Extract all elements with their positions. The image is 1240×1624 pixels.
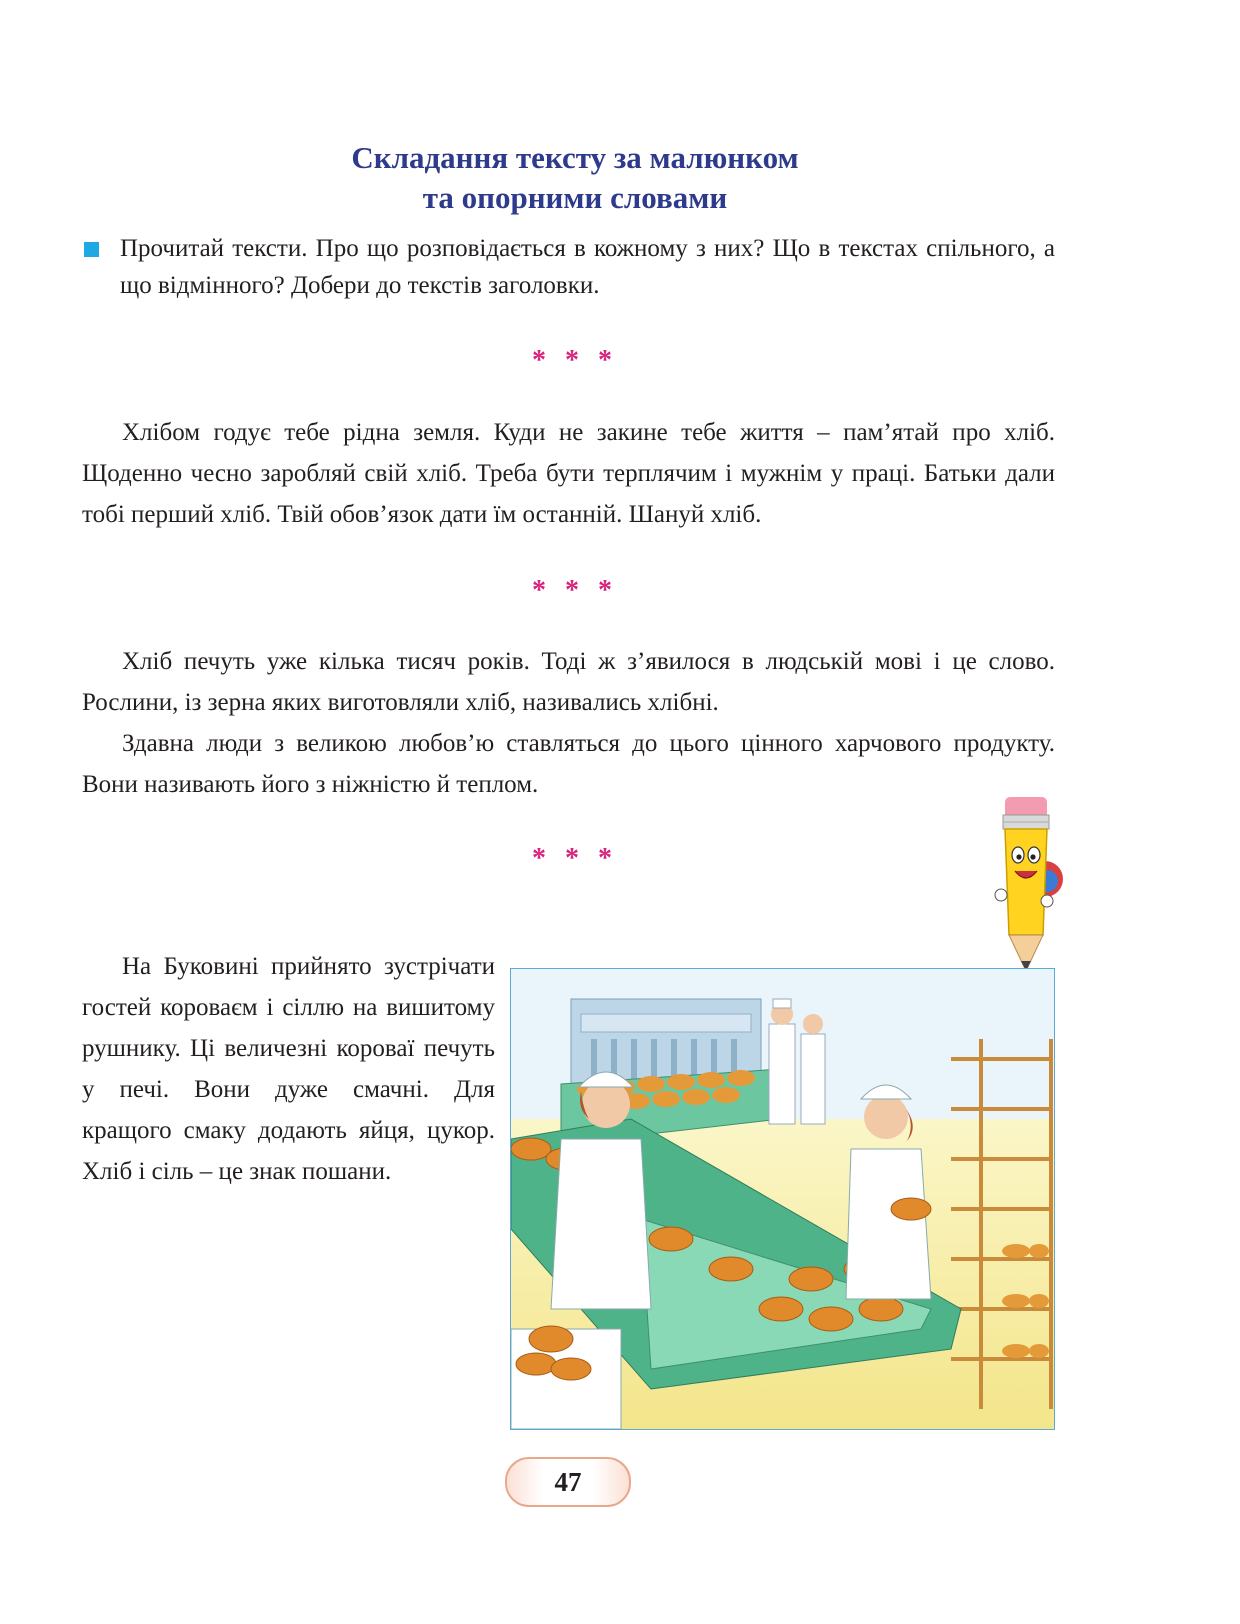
page-title-line-2: та опорними словами — [422, 180, 728, 215]
page-number: 47 — [554, 1467, 582, 1497]
pencil-mascot-icon — [975, 795, 1065, 975]
text-block-3-paragraph: На Буковині прийнято зустрічати гостей короваєм і сіллю на вишитому рушнику. Ці величезні короваї печуть у печі. Вони дуже смачні. Для кращого смаку додають яйця, цукор. Хліб і сіль – це знак пошани. — [82, 953, 495, 1185]
page-title-line-1: Складання тексту за малюнком — [351, 140, 799, 175]
text-block-2-paragraph-2: Здавна люди з великою любов’ю ставляться до цього цінного харчового продукту. Вони називають його з ніжністю й теплом. — [82, 730, 1055, 798]
page-number-badge — [505, 1457, 631, 1507]
text-block-3 — [82, 946, 495, 1192]
bakery-illustration — [510, 968, 1055, 1430]
task-instruction: Прочитай тексти. Про що розповідається в кожному з них? Що в текстах спільного, а що відмінного? Добери до текстів заголовки. — [120, 235, 1055, 299]
text-block-2-paragraph-1: Хліб печуть уже кілька тисяч років. Тоді ж з’явилося в людській мові і це слово. Рослини, із зерна яких виготовляли хліб, називались хлібні. — [82, 648, 1055, 716]
separator-stars-2: * * * — [532, 575, 618, 606]
separator-stars-3: * * * — [532, 843, 618, 874]
text-block-1-paragraph: Хлібом годує тебе рідна земля. Куди не закине тебе життя – пам’ятай про хліб. Щоденно чесно заробляй свій хліб. Треба бути терплячим і мужнім у праці. Батьки дали тобі перший хліб. Твій обов’язок дати їм останній. Шануй хліб. — [82, 419, 1055, 528]
task-marker-icon — [84, 242, 99, 257]
text-block-1 — [82, 412, 1055, 535]
separator-stars-1: * * * — [532, 345, 618, 376]
page-title — [0, 138, 1150, 218]
text-block-2 — [82, 641, 1055, 805]
bakery-scene-image — [511, 969, 1055, 1430]
